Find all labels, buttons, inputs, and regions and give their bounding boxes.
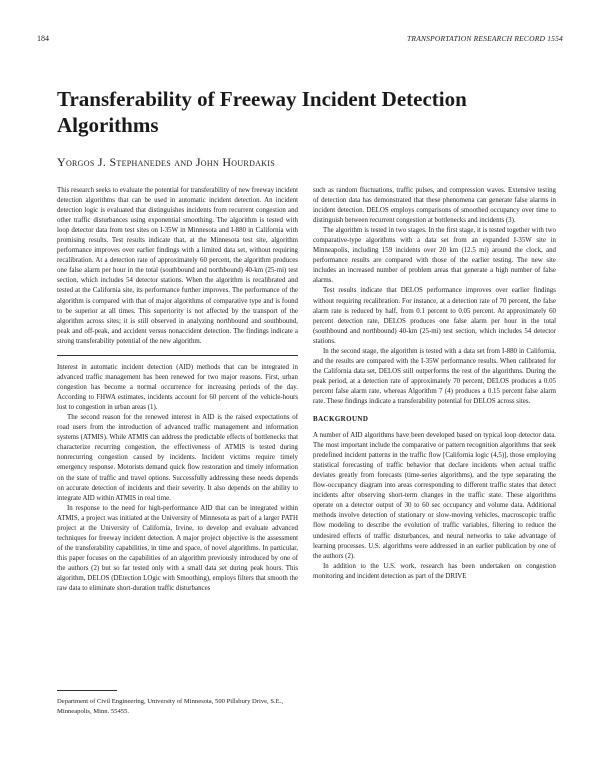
paragraph: The second reason for the renewed interest in AID is the raised expectations of road users from the introduction of advanced traffic management and information systems (ATMIS). While ATMIS can address the predictable effects of bottlenecks that characterize recurring congestion, the effectiveness of ATMIS is tested during nonrecurring congestion caused by incidents. Incident victims require timely emergency response. Motorists demand quick flow restoration and timely information on the state of traffic and travel options. Successfully addressing these needs depends on accurate detection of incidents and their severity. It also depends on the ability to integrate AID within ATMIS in real time.	[57, 414, 298, 502]
section-heading-background: BACKGROUND	[313, 415, 369, 424]
paragraph: Interest in automatic incident detection (AID) methods that can be integrated in advanced traffic management has been renewed for two major reasons. First, urban congestion has become a normal occurrence for increasing periods of the day. According to FHWA estimates, incidents account for 60 percent of the vehicle-hours lost to congestion in urban areas (1).	[57, 364, 298, 412]
paragraph: In response to the need for high-performance AID that can be integrated within ATMIS, a project was initiated at the University of Minnesota as part of a larger PATH project at the University of California, Irvine, to develop and evaluate advanced techniques for freeway incident detection. A major project objective is the assessment of the transferability capabilities, in time and space, of novel algorithms. In particular, this paper focuses on the capabilities of an algorithm previously introduced by one of the authors (2) but so far tested only with a small data set during peak hours. This algorithm, DELOS (DEtection LOgic with Smoothing), employs filters that smooth the raw data to eliminate short-duration traffic disturbances	[57, 504, 298, 593]
paragraph: Test results indicate that DELOS performance improves over earlier findings without requiring recalibration. For instance, at a detection rate of 70 percent, the false alarm rate is reduced by half, from 0.1 percent to 0.05 percent. At approximately 60 percent detection rate, DELOS produces one false alarm per hour in the total (southbound and northbound) 40-km (25-mi) test section, which includes 54 detector stations.	[313, 287, 556, 345]
paper-authors: Yorgos J. Stephanedes and John Hourdakis	[57, 155, 276, 169]
paragraph: such as random fluctuations, traffic pulses, and compression waves. Extensive testing of detection data has demonstrated that these phenomena can generate false alarms in incident detection. DELOS employs comparisons of smoothed occupancy over time to distinguish between recurrent congestion at bottlenecks and incidents (3).	[313, 187, 556, 225]
paragraph: In addition to the U.S. work, research has been undertaken on congestion monitoring and incident detection as part of the DRIVE	[313, 562, 556, 580]
journal-running-head: TRANSPORTATION RESEARCH RECORD 1554	[407, 34, 563, 43]
paragraph: A number of AID algorithms have been developed based on typical loop detector data. The most important include the comparative or pattern recognition algorithms that seek predefined incident patterns in the traffic flow [California logic (4,5)], those employing statistical forecasting of traffic behavior that declare incidents when actual traffic deviates greatly from forecasts (time-series algorithms), and the type separating the flow-occupancy diagram into areas corresponding to different traffic states that detect incidents after observing short-term changes in the traffic state. These algorithms operate on a detector output of 30 to 60 sec occupancy and volume data. Additional methods involve detection of stationary or slow-moving vehicles, macroscopic traffic flow modeling to describe the evolution of traffic variables, filtering to reduce the undesired effects of traffic disturbances, and neural networks to take advantage of learning processes. U.S. algorithms were addressed in an earlier publication by one of the authors (2).	[313, 432, 556, 560]
author-affiliation-footnote: Department of Civil Engineering, University of Minnesota, 500 Pillsbury Drive, S.E., Minneapolis, Minn. 55455.	[57, 698, 283, 715]
right-column-body	[313, 186, 556, 582]
abstract	[57, 186, 298, 347]
abstract-divider	[57, 355, 298, 356]
page-number: 184	[37, 34, 49, 43]
paragraph: The algorithm is tested in two stages. In the first stage, it is tested together with two comparative-type algorithms with a data set from an expanded I-35W site in Minneapolis, including 159 incidents over 20 km (12.5 mi) around the clock, and performance results are compared with those of the earlier testing. The new site includes an increased number of problem areas that generate a high number of false alarms.	[313, 227, 556, 285]
footnote-divider	[57, 690, 117, 691]
left-column-body	[57, 363, 298, 594]
paragraph: In the second stage, the algorithm is tested with a data set from I-880 in California, and the results are compared with the I-35W performance results. When calibrated for the California data set, DELOS still outperforms the rest of the algorithms. During the peak period, at a detection rate of approximately 70 percent, DELOS produces a 0.05 percent false alarm rate, whereas Algorithm 7 (4) produces a 0.15 percent false alarm rate. These findings indicate a transferability potential for DELOS across sites.	[313, 347, 556, 405]
paper-title: Transferability of Freeway Incident Detection Algorithms	[57, 87, 467, 137]
abstract-text: This research seeks to evaluate the potential for transferability of new freeway incident detection algorithms that can be used in automatic incident detection. An incident detection logic is evaluated that distinguishes incidents from recurrent congestion and other traffic disturbances using exponential smoothing. The algorithm is tested with loop detector data from test sites on I-35W in Minnesota and I-880 in California with promising results. Test results indicate that, at the Minnesota test site, algorithm performance improves over earlier findings with a limited data set, without requiring recalibration. At a detection rate of approximately 60 percent, the algorithm produces one false alarm per hour in the total (southbound and northbound) 40-km (25-mi) test section, which includes 54 detector stations. When the algorithm is recalibrated and tested at the California site, its performance further improves. The performance of the algorithm is compared with that of major algorithms of comparative type and is found to be superior at all times. This superiority is not affected by the transport of the algorithm across sites; it is still observed in analyzing northbound and southbound, peak and off-peak, and accident versus nonaccident detection. The findings indicate a strong transferability potential of the new algorithm.	[57, 187, 298, 345]
